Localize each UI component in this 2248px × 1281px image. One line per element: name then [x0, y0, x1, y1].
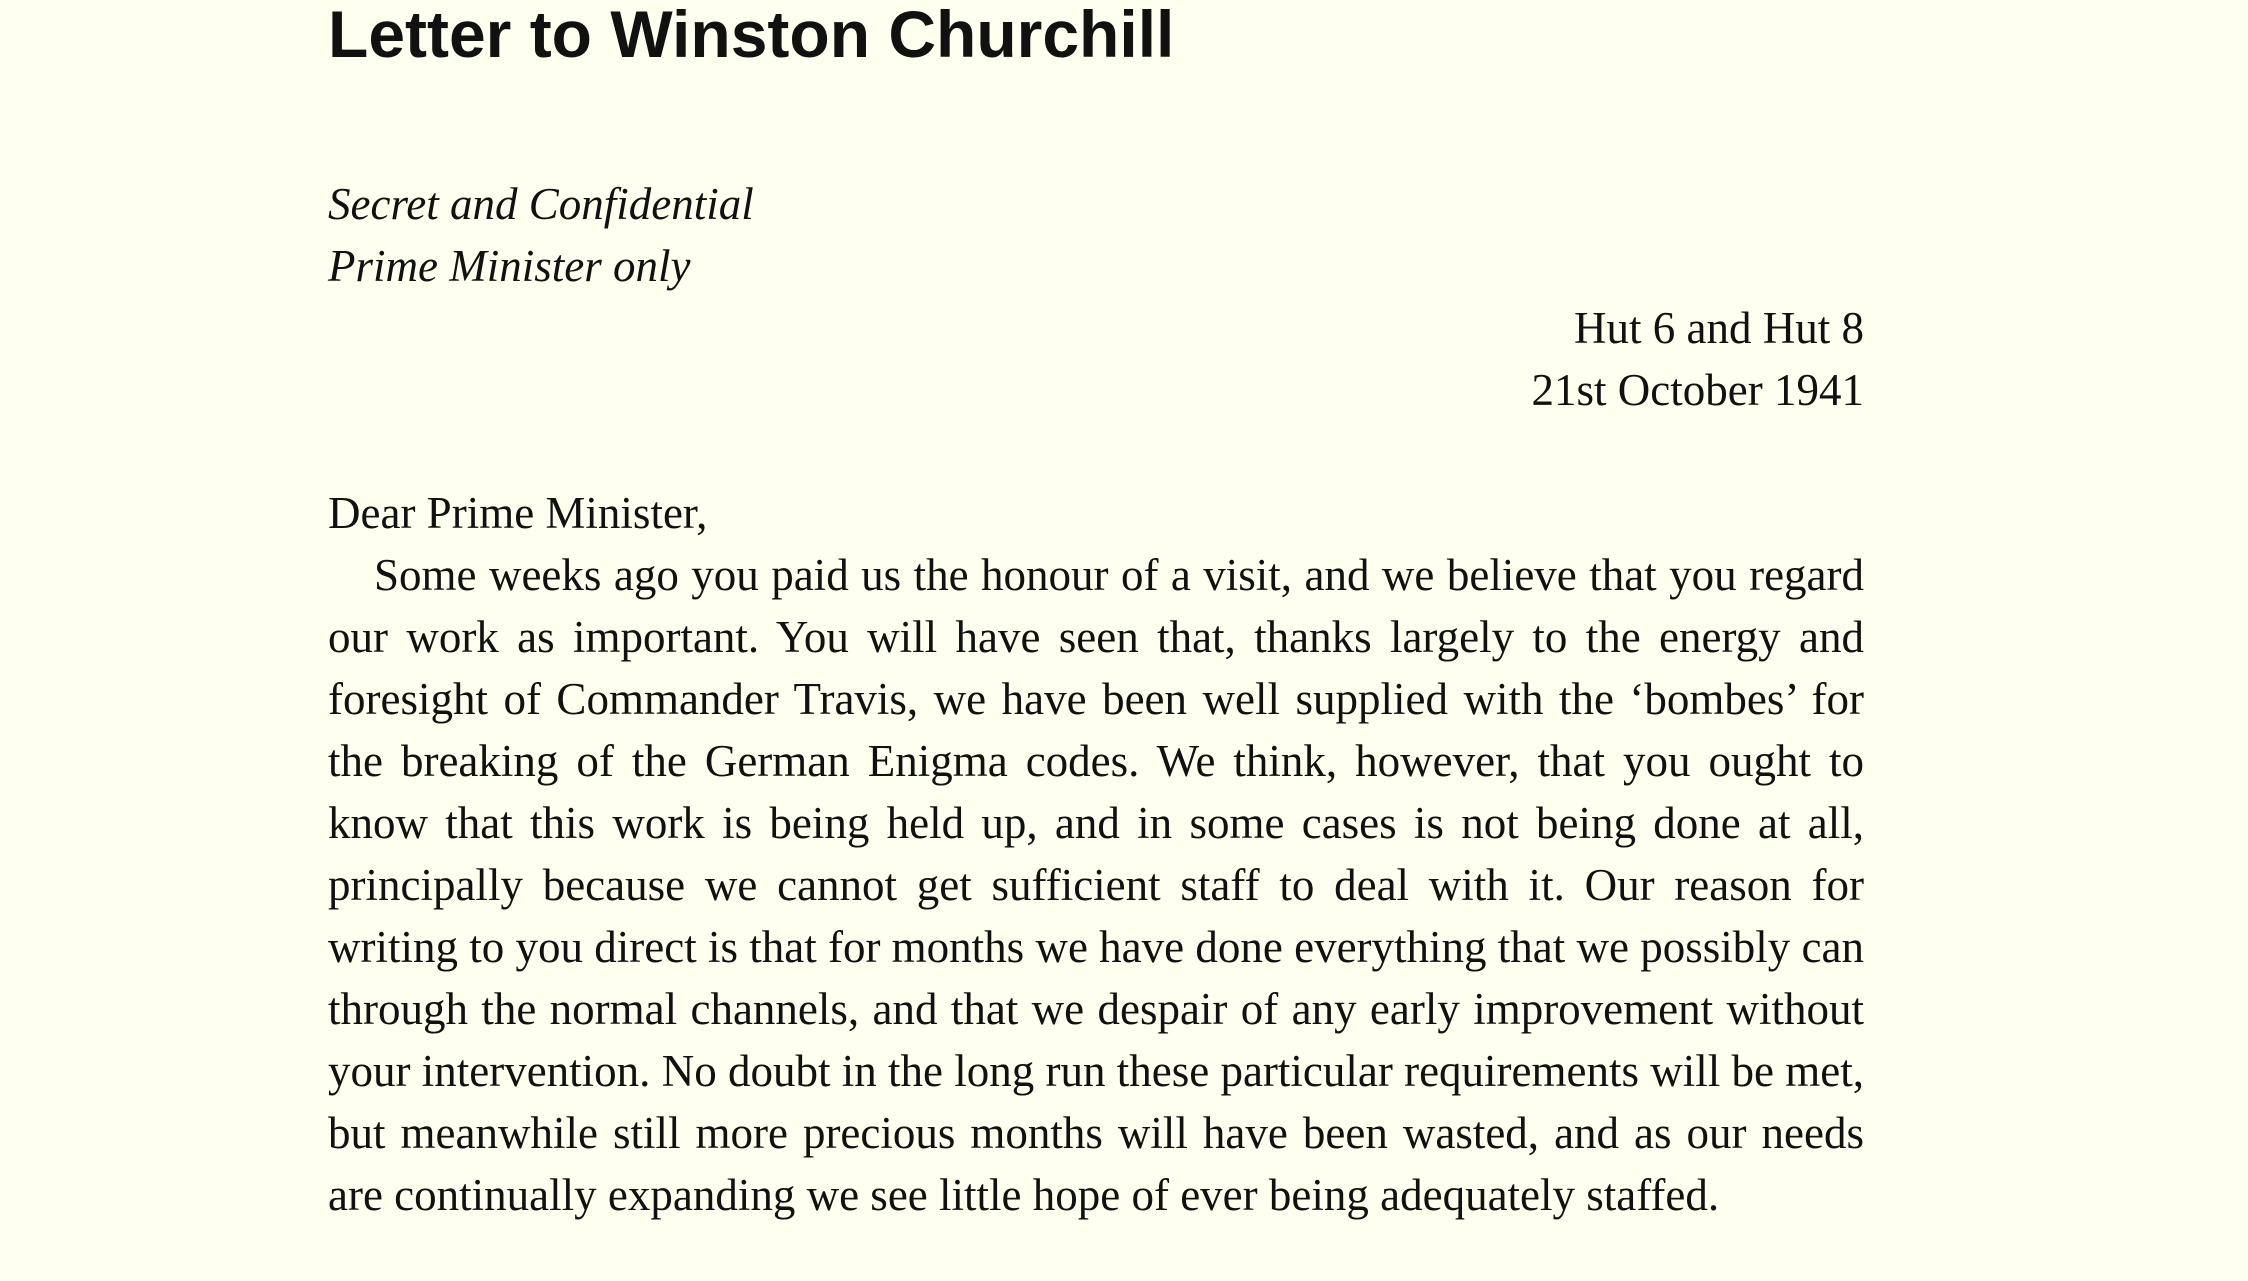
sender-location: Hut 6 and Hut 8	[1574, 303, 1864, 353]
classification-line-secret: Secret and Confidential	[328, 179, 754, 229]
classification-block	[328, 173, 1864, 297]
classification-line-recipient: Prime Minister only	[328, 241, 691, 291]
salutation: Dear Prime Minister,	[328, 488, 708, 538]
letter-date: 21st October 1941	[1531, 365, 1864, 415]
sender-address-block	[328, 297, 1864, 421]
page-title: Letter to Winston Churchill	[328, 0, 1175, 71]
letter-body-paragraph: Some weeks ago you paid us the honour of a visit, and we believe that you regard our work as important. You will have seen that, thanks largely to the energy and foresight of Commander Travis, we have been well supplied with the ‘bombes’ for the breaking of the German Enigma codes. We think, however, that you ought to know that this work is being held up, and in some cases is not being done at all, principally because we cannot get sufficient staff to deal with it. Our reason for writing to you direct is that for months we have done everything that we possibly can through the normal channels, and that we despair of any early improvement without your intervention. No doubt in the long run these particular requirements will be met, but meanwhile still more precious months will have been wasted, and as our needs are continually expanding we see little hope of ever being adequately staffed.	[328, 550, 1864, 1220]
